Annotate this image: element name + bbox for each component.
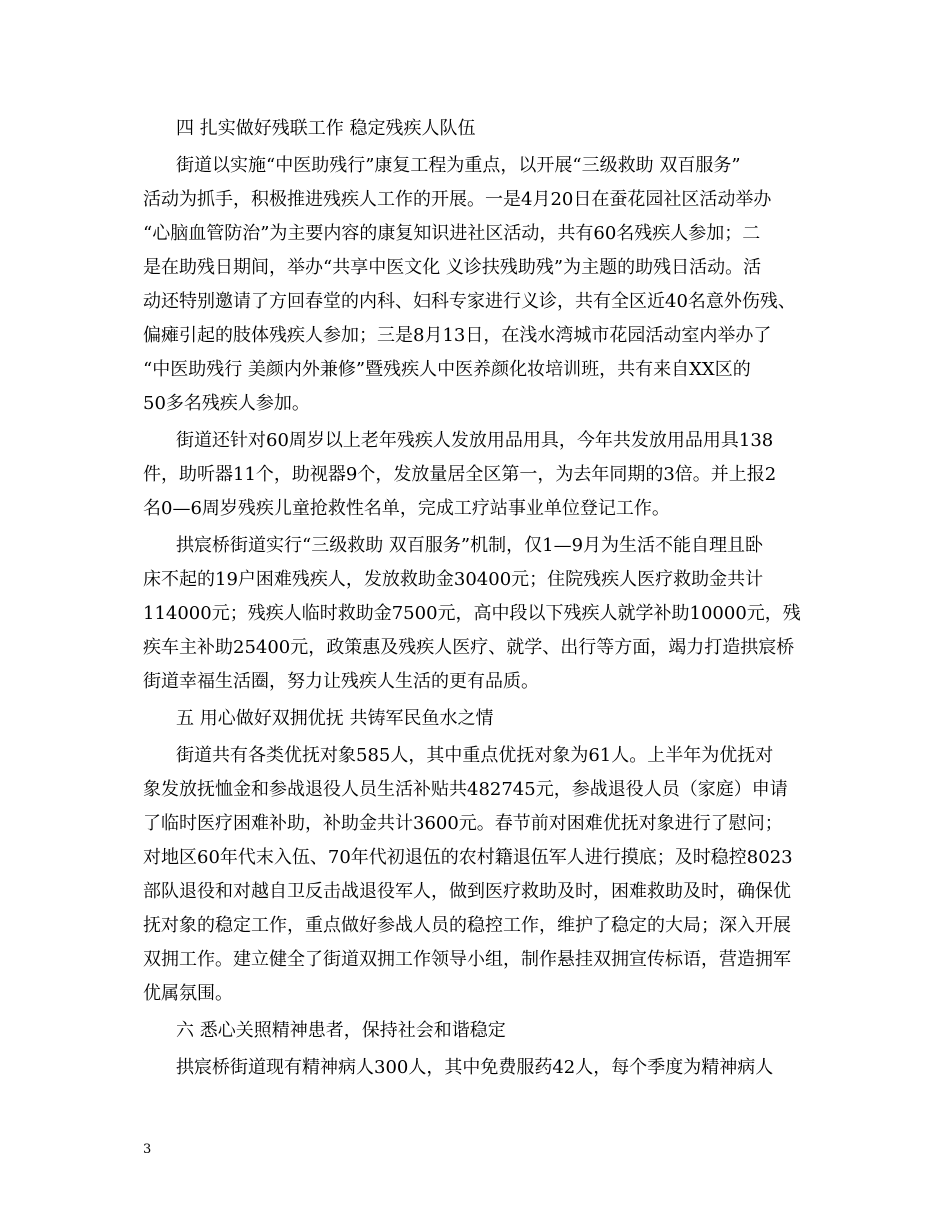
paragraph-line: “心脑血管防治”为主要内容的康复知识进社区活动，共有60名残疾人参加；二 bbox=[143, 223, 761, 244]
paragraph-line: 动还特别邀请了方回春堂的内科、妇科专家进行义诊，共有全区近40名意外伤残、 bbox=[143, 291, 796, 312]
paragraph-line: 50多名残疾人参加。 bbox=[143, 393, 310, 414]
paragraph-line: 象发放抚恤金和参战退役人员生活补贴共482745元，参战退役人员（家庭）申请 bbox=[143, 779, 788, 800]
paragraph-line: 床不起的19户困难残疾人，发放救助金30400元；住院残疾人医疗救助金共计 bbox=[143, 569, 764, 590]
document-body bbox=[143, 112, 813, 1085]
paragraph-line: 拱宸桥街道实行“三级救助 双百服务”机制，仅1—9月为生活不能自理且卧 bbox=[176, 535, 764, 556]
page-number: 3 bbox=[143, 1142, 152, 1157]
paragraph-line: 114000元；残疾人临时救助金7500元，高中段以下残疾人就学补助10000元，残 bbox=[143, 603, 801, 624]
paragraph-line: “中医助残行 美颜内外兼修”暨残疾人中医养颜化妆培训班，共有来自XX区的 bbox=[143, 359, 751, 380]
paragraph-line: 名0—6周岁残疾儿童抢救性名单，完成工疗站事业单位登记工作。 bbox=[143, 498, 670, 519]
paragraph-line: 偏瘫引起的肢体残疾人参加；三是8月13日，在浅水湾城市花园活动室内举办了 bbox=[143, 325, 772, 346]
paragraph-line: 疾车主补助25400元，政策惠及残疾人医疗、就学、出行等方面，竭力打造拱宸桥 bbox=[143, 637, 795, 658]
paragraph-line: 件，助听器11个，助视器9个，发放量居全区第一，为去年同期的3倍。并上报2 bbox=[143, 464, 777, 485]
paragraph-line: 是在助残日期间，举办“共享中医文化 义诊扶残助残”为主题的助残日活动。活 bbox=[143, 257, 762, 278]
section-heading-6: 六 悉心关照精神患者，保持社会和谐稳定 bbox=[176, 1020, 506, 1041]
paragraph-line: 街道以实施“中医助残行”康复工程为重点，以开展“三级救助 双百服务” bbox=[176, 155, 741, 176]
section-heading-5: 五 用心做好双拥优抚 共铸军民鱼水之情 bbox=[176, 708, 494, 729]
paragraph-line: 双拥工作。建立健全了街道双拥工作领导小组，制作悬挂双拥宣传标语，营造拥军 bbox=[143, 949, 791, 970]
paragraph-line: 活动为抓手，积极推进残疾人工作的开展。一是4月20日在蚕花园社区活动举办 bbox=[143, 189, 772, 210]
paragraph-line: 部队退役和对越自卫反击战退役军人，做到医疗救助及时，困难救助及时，确保优 bbox=[143, 881, 791, 902]
paragraph-line: 拱宸桥街道现有精神病人300人，其中免费服药42人，每个季度为精神病人 bbox=[176, 1057, 774, 1078]
section-heading-4: 四 扎实做好残联工作 稳定残疾人队伍 bbox=[176, 118, 476, 139]
paragraph-line: 街道还针对60周岁以上老年残疾人发放用品用具，今年共发放用品用具138 bbox=[176, 430, 774, 451]
paragraph-line: 街道共有各类优抚对象585人，其中重点优抚对象为61人。上半年为优抚对 bbox=[176, 745, 774, 766]
paragraph-line: 街道幸福生活圈，努力让残疾人生活的更有品质。 bbox=[143, 671, 539, 692]
paragraph-line: 对地区60年代末入伍、70年代初退伍的农村籍退伍军人进行摸底；及时稳控8023 bbox=[143, 847, 793, 868]
paragraph-line: 了临时医疗困难补助，补助金共计3600元。春节前对困难优抚对象进行了慰问； bbox=[143, 813, 783, 834]
paragraph-line: 优属氛围。 bbox=[143, 983, 233, 1004]
paragraph-line: 抚对象的稳定工作，重点做好参战人员的稳控工作，维护了稳定的大局；深入开展 bbox=[143, 915, 791, 936]
